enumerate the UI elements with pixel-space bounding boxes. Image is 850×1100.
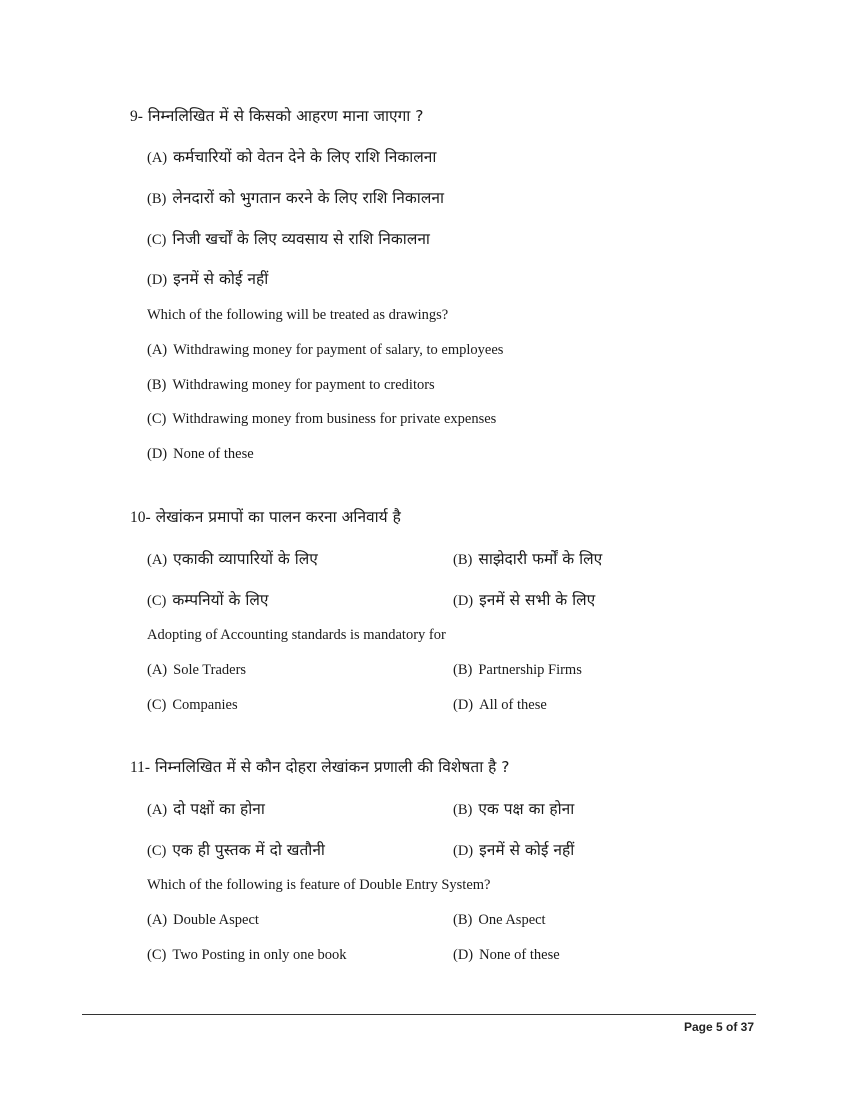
q9-hindi-option-d: (D) इनमें से कोई नहीं — [147, 270, 269, 288]
q11-english-option-d: (D) None of these — [453, 947, 560, 963]
q11-english-option-a: (A) Double Aspect — [147, 912, 259, 928]
q11-hindi-option-d: (D) इनमें से कोई नहीं — [453, 841, 575, 859]
q11-hindi-text: निम्नलिखित में से कौन दोहरा लेखांकन प्रणाली की विशेषता है ? — [155, 758, 510, 776]
q11-hindi-option-a: (A) दो पक्षों का होना — [147, 800, 265, 818]
q10-english-option-a: (A) Sole Traders — [147, 662, 247, 678]
q9-hindi-option-a: (A) कर्मचारियों को वेतन देने के लिए राशि निकालना — [147, 148, 437, 166]
q10-english-option-b: (B) Partnership Firms — [453, 662, 582, 678]
q10-english-option-c: (C) Companies — [147, 697, 238, 713]
q9-english-question: Which of the following will be treated as drawings? — [147, 307, 449, 323]
page-number: Page 5 of 37 — [683, 1020, 754, 1034]
q10-hindi-option-c: (C) कम्पनियों के लिए — [147, 591, 269, 609]
q10-hindi-question — [130, 505, 401, 527]
q11-english-option-b: (B) One Aspect — [453, 912, 546, 928]
q9-english-option-c: (C) Withdrawing money from business for private expenses — [147, 411, 497, 427]
q10-number: 10- — [130, 509, 151, 526]
q11-hindi-question — [130, 755, 510, 777]
q11-number: 11- — [130, 759, 151, 776]
q11-hindi-option-b: (B) एक पक्ष का होना — [453, 800, 575, 818]
q9-hindi-question — [130, 104, 423, 126]
q10-english-question: Adopting of Accounting standards is mandatory for — [147, 627, 446, 643]
footer-divider — [82, 1014, 756, 1015]
q9-english-option-b: (B) Withdrawing money for payment to creditors — [147, 377, 435, 393]
q9-hindi-option-c: (C) निजी खर्चों के लिए व्यवसाय से राशि निकालना — [147, 230, 430, 248]
q9-hindi-text: निम्नलिखित में से किसको आहरण माना जाएगा ? — [147, 107, 424, 125]
q10-english-option-d: (D) All of these — [453, 697, 547, 713]
q10-hindi-text: लेखांकन प्रमापों का पालन करना अनिवार्य है — [155, 508, 401, 526]
q10-hindi-option-d: (D) इनमें से सभी के लिए — [453, 591, 596, 609]
q9-english-option-d: (D) None of these — [147, 446, 254, 462]
q9-number: 9- — [130, 108, 143, 125]
q10-hindi-option-a: (A) एकाकी व्यापारियों के लिए — [147, 550, 318, 568]
q9-hindi-option-b: (B) लेनदारों को भुगतान करने के लिए राशि निकालना — [147, 189, 444, 207]
q9-english-option-a: (A) Withdrawing money for payment of salary, to employees — [147, 342, 504, 358]
q11-hindi-option-c: (C) एक ही पुस्तक में दो खतौनी — [147, 841, 325, 859]
q11-english-question: Which of the following is feature of Double Entry System? — [147, 877, 491, 893]
q10-hindi-option-b: (B) साझेदारी फर्मों के लिए — [453, 550, 603, 568]
q11-english-option-c: (C) Two Posting in only one book — [147, 947, 347, 963]
